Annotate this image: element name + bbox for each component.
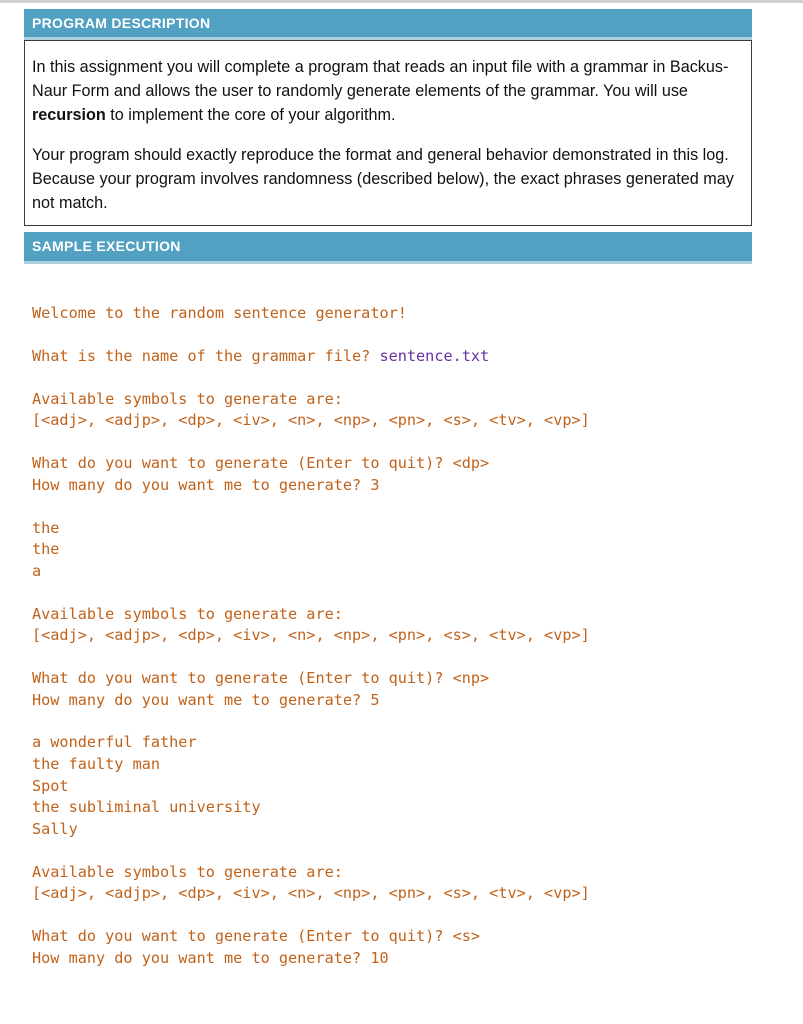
- log-available-label-3: Available symbols to generate are:: [32, 863, 343, 881]
- grammar-file-input: sentence.txt: [379, 347, 490, 365]
- generate-prompt: What do you want to generate (Enter to quit)?: [32, 927, 453, 945]
- p1-text-before: In this assignment you will complete a program that reads an input file with a grammar in Backus-Naur Form and allows the user to randomly generate elements of the grammar. You will use: [32, 58, 729, 100]
- sample-execution-header: SAMPLE EXECUTION: [24, 232, 752, 264]
- count-prompt: How many do you want me to generate?: [32, 949, 371, 967]
- log-symbols-1: [<adj>, <adjp>, <dp>, <iv>, <n>, <np>, <pn>, <s>, <tv>, <vp>]: [32, 411, 590, 429]
- grammar-prompt: What is the name of the grammar file?: [32, 347, 380, 365]
- log-available-label-1: Available symbols to generate are:: [32, 390, 343, 408]
- log-result-line: a: [32, 562, 42, 580]
- generate-input-1: <dp>: [452, 454, 490, 472]
- log-result-line: the: [32, 519, 60, 537]
- program-description-header: PROGRAM DESCRIPTION: [24, 9, 752, 40]
- log-result-line: the faulty man: [32, 755, 161, 773]
- log-generate-prompt-1: [32, 453, 489, 475]
- log-count-prompt-1: [32, 475, 379, 497]
- log-welcome: Welcome to the random sentence generator!: [32, 304, 407, 322]
- count-prompt: How many do you want me to generate?: [32, 691, 371, 709]
- count-prompt: How many do you want me to generate?: [32, 476, 371, 494]
- generate-input-2: <np>: [452, 669, 490, 687]
- log-available-label-2: Available symbols to generate are:: [32, 605, 343, 623]
- log-symbols-2: [<adj>, <adjp>, <dp>, <iv>, <n>, <np>, <pn>, <s>, <tv>, <vp>]: [32, 626, 590, 644]
- description-paragraph-1: [32, 55, 747, 127]
- p1-bold-recursion: recursion: [32, 106, 106, 124]
- generate-input-3: <s>: [452, 927, 481, 945]
- log-result-line: the: [32, 540, 60, 558]
- log-generate-prompt-2: [32, 668, 489, 690]
- count-input-2: 5: [370, 691, 380, 709]
- top-rule: [0, 0, 803, 3]
- generate-prompt: What do you want to generate (Enter to quit)?: [32, 454, 453, 472]
- description-paragraph-2: Your program should exactly reproduce the format and general behavior demonstrated in this log. Because your program involves randomness (described below), the exact phrases generated may not match.: [32, 146, 734, 212]
- log-result-line: Spot: [32, 777, 69, 795]
- log-result-line: the subliminal university: [32, 798, 261, 816]
- log-symbols-3: [<adj>, <adjp>, <dp>, <iv>, <n>, <np>, <pn>, <s>, <tv>, <vp>]: [32, 884, 590, 902]
- log-result-line: a wonderful father: [32, 733, 197, 751]
- log-generate-prompt-3: [32, 926, 480, 948]
- log-count-prompt-2: [32, 690, 379, 712]
- p1-text-after: to implement the core of your algorithm.: [105, 106, 396, 124]
- count-input-3: 10: [370, 949, 389, 967]
- log-grammar-prompt-line: [32, 346, 489, 368]
- log-result-line: Sally: [32, 820, 78, 838]
- log-count-prompt-3: [32, 948, 389, 970]
- generate-prompt: What do you want to generate (Enter to quit)?: [32, 669, 453, 687]
- count-input-1: 3: [370, 476, 380, 494]
